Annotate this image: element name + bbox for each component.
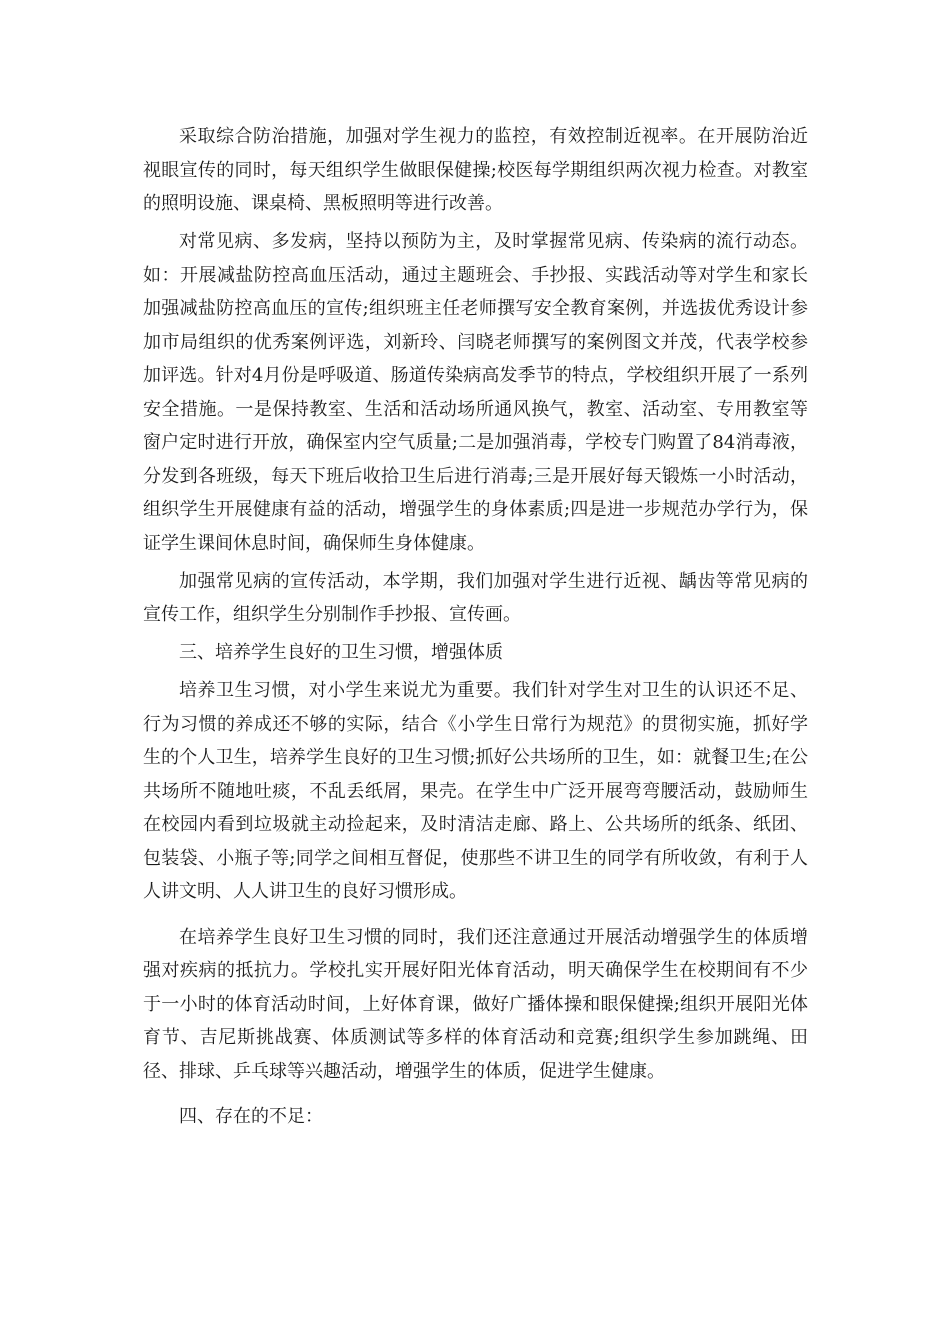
paragraph-hygiene-habits: 培养卫生习惯，对小学生来说尤为重要。我们针对学生对卫生的认识还不足、行为习惯的养成还不够的实际，结合《小学生日常行为规范》的贯彻实施，抓好学生的个人卫生，培养学生良好的卫生习惯;抓好公共场所的卫生，如：就餐卫生;在公共场所不随地吐痰，不乱丢纸屑，果壳。在学生中广泛开展弯弯腰活动，鼓励师生在校园内看到垃圾就主动捡起来，及时清洁走廊、路上、公共场所的纸条、纸团、包装袋、小瓶子等;同学之间相互督促，使那些不讲卫生的同学有所收敛，有利于人人讲文明、人人讲卫生的良好习惯形成。 [143,680,809,902]
paragraph-vision-control: 采取综合防治措施，加强对学生视力的监控，有效控制近视率。在开展防治近视眼宣传的同时，每天组织学生做眼保健操;校医每学期组织两次视力检查。对教室的照明设施、课桌椅、黑板照明等进行改善。 [143,126,808,214]
paragraph-awareness: 加强常见病的宣传活动，本学期，我们加强对学生进行近视、龋齿等常见病的宣传工作，组织学生分别制作手抄报、宣传画。 [143,570,808,625]
document-body [143,120,808,1134]
paragraph-physical-fitness: 在培养学生良好卫生习惯的同时，我们还注意通过开展活动增强学生的体质增强对疾病的抵抗力。学校扎实开展好阳光体育活动，明天确保学生在校期间有不少于一小时的体育活动时间，上好体育课，做好广播体操和眼保健操;组织开展阳光体育节、吉尼斯挑战赛、体质测试等多样的体育活动和竞赛;组织学生参加跳绳、田径、排球、乒乓球等兴趣活动，增强学生的体质，促进学生健康。 [143,926,808,1082]
section-heading-hygiene: 三、培养学生良好的卫生习惯，增强体质 [179,642,503,663]
paragraph-disease-prevention: 对常见病、多发病，坚持以预防为主，及时掌握常见病、传染病的流行动态。如：开展减盐防控高血压活动，通过主题班会、手抄报、实践活动等对学生和家长加强减盐防控高血压的宣传;组织班主任老师撰写安全教育案例，并选拔优秀设计参加市局组织的优秀案例评选，刘新玲、闫晓老师撰写的案例图文并茂，代表学校参加评选。针对4月份是呼吸道、肠道传染病高发季节的特点，学校组织开展了一系列安全措施。一是保持教室、生活和活动场所通风换气，教室、活动室、专用教室等窗户定时进行开放，确保室内空气质量;二是加强消毒，学校专门购置了84消毒液，分发到各班级，每天下班后收拾卫生后进行消毒;三是开展好每天锻炼一小时活动，组织学生开展健康有益的活动，增强学生的身体素质;四是进一步规范办学行为，保证学生课间休息时间，确保师生身体健康。 [143,231,808,554]
section-heading-shortcomings: 四、存在的不足： [179,1106,323,1127]
